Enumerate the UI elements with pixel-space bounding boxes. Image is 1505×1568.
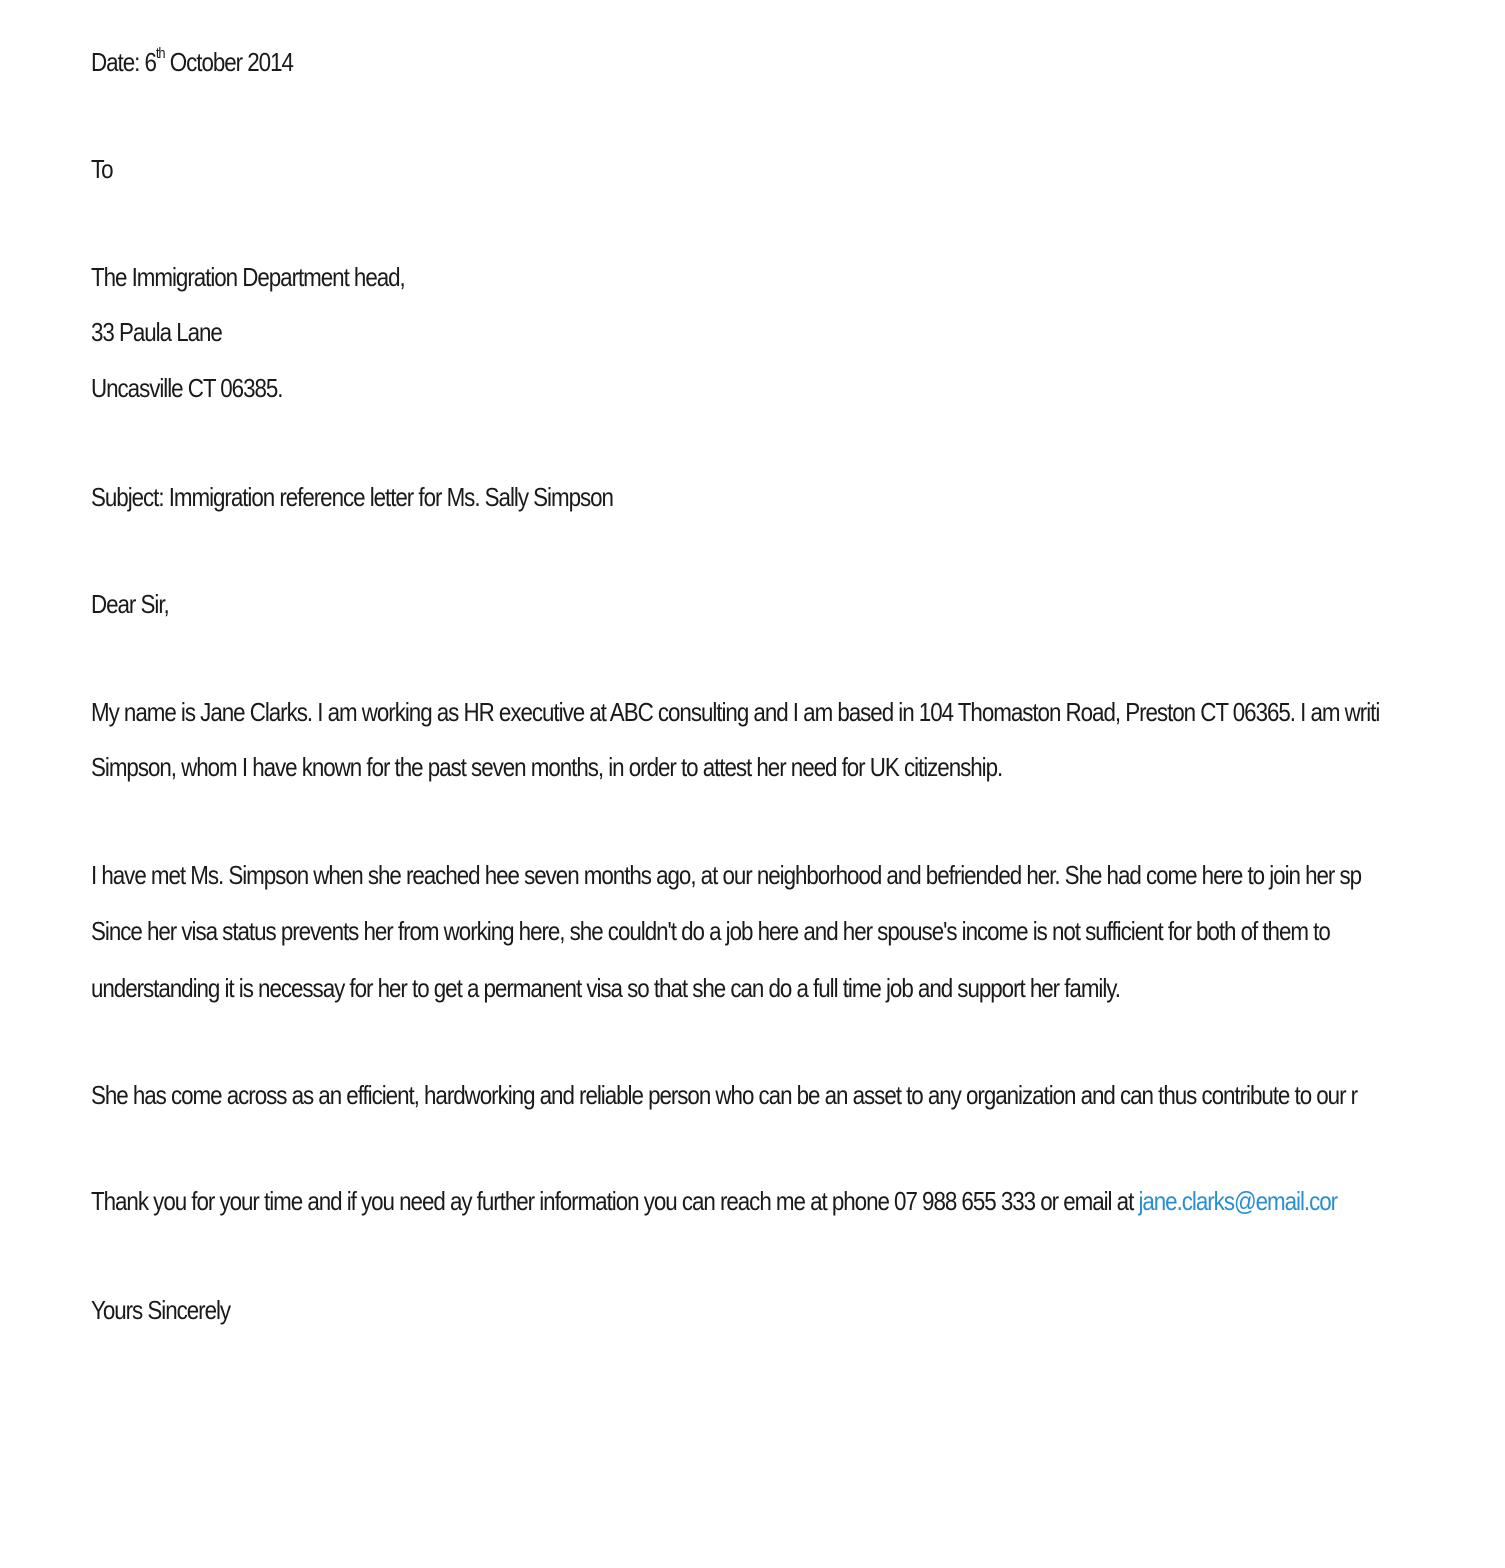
recipient-line-1: The Immigration Department head,	[91, 262, 405, 292]
closing: Yours Sincerely	[91, 1295, 231, 1325]
paragraph-2-line-3: understanding it is necessay for her to get a permanent visa so that she can do a full time job and support her family.	[91, 973, 1120, 1003]
paragraph-4	[91, 1184, 1338, 1218]
paragraph-1-line-1-clip	[91, 695, 1403, 729]
recipient-line-2: 33 Paula Lane	[91, 317, 222, 347]
recipient-line-3: Uncasville CT 06385.	[91, 373, 283, 403]
paragraph-2-line-2-clip	[91, 914, 1403, 948]
to-label: To	[91, 154, 113, 184]
paragraph-3: She has come across as an efficient, hardworking and reliable person who can be an asset to any organization and can thus contribute to our r	[91, 1080, 1358, 1110]
paragraph-4-text: Thank you for your time and if you need ay further information you can reach me at phone 07 988 655 333 or email at	[91, 1186, 1139, 1216]
date-ordinal-suffix: th	[155, 45, 165, 63]
email-link[interactable]: jane.clarks@email.cor	[1138, 1186, 1338, 1216]
subject-line: Subject: Immigration reference letter for Ms. Sally Simpson	[91, 482, 613, 512]
salutation: Dear Sir,	[91, 589, 169, 619]
paragraph-2-line-1: I have met Ms. Simpson when she reached hee seven months ago, at our neighborhood and befriended her. She had come here to join her sp	[91, 860, 1362, 890]
date-label: Date: 6	[91, 47, 156, 77]
letter-date	[91, 45, 293, 79]
paragraph-2-line-2: Since her visa status prevents her from working here, she couldn't do a job here and her spouse's income is not sufficient for both of them to	[91, 916, 1330, 946]
paragraph-4-clip	[91, 1184, 1403, 1218]
date-month-year: October 2014	[164, 47, 293, 77]
paragraph-3-clip	[91, 1078, 1403, 1112]
paragraph-2-line-1-clip	[91, 858, 1403, 892]
paragraph-1-line-2: Simpson, whom I have known for the past seven months, in order to attest her need for UK citizenship.	[91, 752, 1003, 782]
paragraph-1-line-1: My name is Jane Clarks. I am working as HR executive at ABC consulting and I am based in 104 Thomaston Road, Preston CT 06365. I am writi	[91, 697, 1380, 727]
